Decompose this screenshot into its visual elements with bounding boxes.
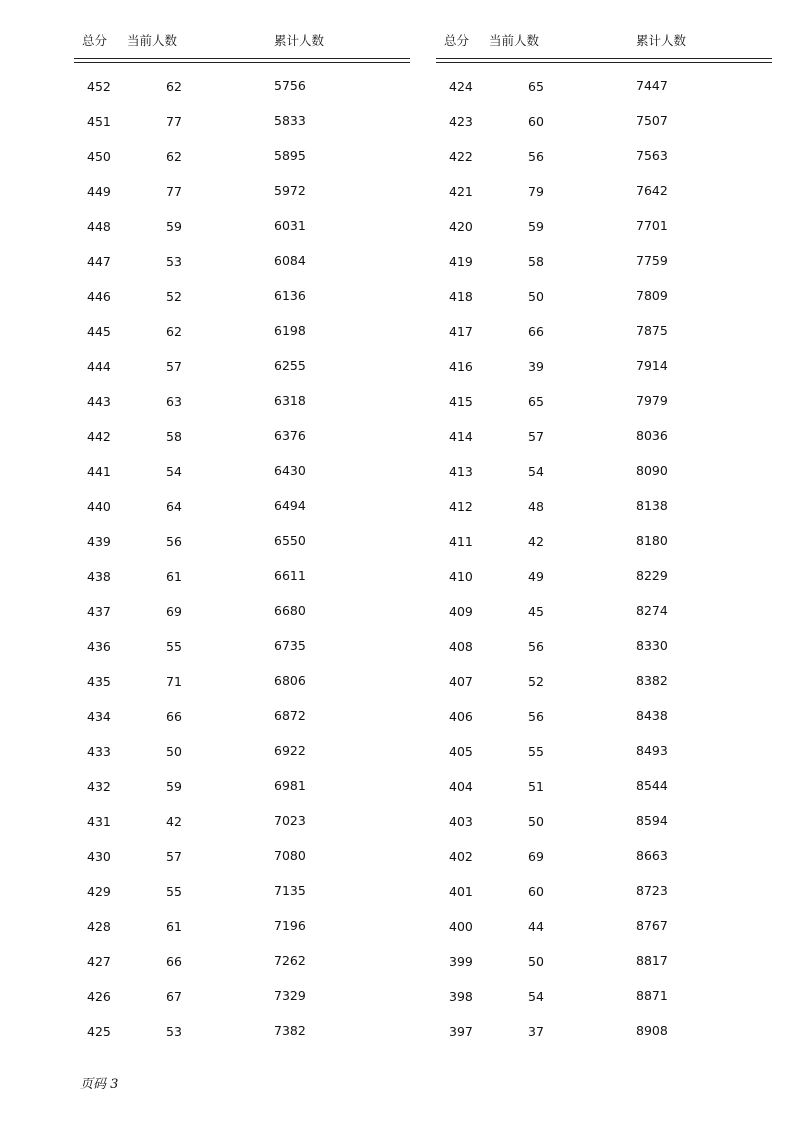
current-count-cell: 54 (528, 989, 544, 1004)
current-count-cell: 44 (528, 919, 544, 934)
score-cell: 412 (449, 499, 473, 514)
header-cumulative-count: 累计人数 (636, 33, 687, 48)
score-cell: 450 (87, 149, 111, 164)
table-row (74, 490, 414, 525)
cumulative-count-cell: 8382 (636, 673, 668, 688)
header-divider-bottom (436, 62, 772, 63)
score-cell: 438 (87, 569, 111, 584)
table-row (74, 385, 414, 420)
table-row (436, 910, 776, 945)
cumulative-count-cell: 6494 (274, 498, 306, 513)
table-row (436, 280, 776, 315)
score-cell: 420 (449, 219, 473, 234)
table-row (74, 70, 414, 105)
cumulative-count-cell: 7080 (274, 848, 306, 863)
score-cell: 417 (449, 324, 473, 339)
score-cell: 404 (449, 779, 473, 794)
table-row (436, 420, 776, 455)
cumulative-count-cell: 7329 (274, 988, 306, 1003)
score-cell: 414 (449, 429, 473, 444)
cumulative-count-cell: 6806 (274, 673, 306, 688)
score-cell: 409 (449, 604, 473, 619)
table-row (436, 105, 776, 140)
table-row (74, 665, 414, 700)
current-count-cell: 56 (528, 709, 544, 724)
cumulative-count-cell: 8594 (636, 813, 668, 828)
cumulative-count-cell: 7135 (274, 883, 306, 898)
table-row (74, 560, 414, 595)
score-cell: 452 (87, 79, 111, 94)
current-count-cell: 71 (166, 674, 182, 689)
score-cell: 449 (87, 184, 111, 199)
score-cell: 423 (449, 114, 473, 129)
current-count-cell: 51 (528, 779, 544, 794)
score-cell: 397 (449, 1024, 473, 1039)
current-count-cell: 50 (528, 814, 544, 829)
cumulative-count-cell: 5756 (274, 78, 306, 93)
score-cell: 410 (449, 569, 473, 584)
table-row (436, 140, 776, 175)
current-count-cell: 66 (166, 709, 182, 724)
score-cell: 437 (87, 604, 111, 619)
score-cell: 451 (87, 114, 111, 129)
cumulative-count-cell: 7507 (636, 113, 668, 128)
current-count-cell: 59 (166, 779, 182, 794)
current-count-cell: 52 (528, 674, 544, 689)
cumulative-count-cell: 8180 (636, 533, 668, 548)
score-cell: 433 (87, 744, 111, 759)
score-cell: 400 (449, 919, 473, 934)
table-body (74, 70, 414, 1050)
score-cell: 422 (449, 149, 473, 164)
current-count-cell: 64 (166, 499, 182, 514)
table-row (436, 735, 776, 770)
table-row (436, 700, 776, 735)
header-total-score: 总分 (444, 33, 470, 48)
current-count-cell: 45 (528, 604, 544, 619)
table-row (436, 315, 776, 350)
current-count-cell: 59 (528, 219, 544, 234)
current-count-cell: 69 (166, 604, 182, 619)
score-cell: 405 (449, 744, 473, 759)
table-row (436, 875, 776, 910)
current-count-cell: 66 (528, 324, 544, 339)
cumulative-count-cell: 8330 (636, 638, 668, 653)
cumulative-count-cell: 8438 (636, 708, 668, 723)
cumulative-count-cell: 8817 (636, 953, 668, 968)
table-row (74, 840, 414, 875)
current-count-cell: 77 (166, 184, 182, 199)
score-cell: 415 (449, 394, 473, 409)
table-row (74, 420, 414, 455)
table-row (436, 490, 776, 525)
table-row (74, 910, 414, 945)
score-cell: 398 (449, 989, 473, 1004)
table-row (436, 840, 776, 875)
current-count-cell: 57 (166, 849, 182, 864)
current-count-cell: 63 (166, 394, 182, 409)
table-row (436, 980, 776, 1015)
cumulative-count-cell: 7759 (636, 253, 668, 268)
table-row (74, 770, 414, 805)
cumulative-count-cell: 7262 (274, 953, 306, 968)
table-row (74, 630, 414, 665)
current-count-cell: 42 (528, 534, 544, 549)
score-cell: 425 (87, 1024, 111, 1039)
current-count-cell: 77 (166, 114, 182, 129)
table-body (436, 70, 776, 1050)
cumulative-count-cell: 8229 (636, 568, 668, 583)
table-row (74, 245, 414, 280)
header-current-count: 当前人数 (489, 33, 540, 48)
cumulative-count-cell: 8723 (636, 883, 668, 898)
table-row (436, 595, 776, 630)
table-row (74, 980, 414, 1015)
current-count-cell: 66 (166, 954, 182, 969)
cumulative-count-cell: 7382 (274, 1023, 306, 1038)
score-cell: 432 (87, 779, 111, 794)
cumulative-count-cell: 7979 (636, 393, 668, 408)
table-row (436, 945, 776, 980)
score-cell: 444 (87, 359, 111, 374)
cumulative-count-cell: 7914 (636, 358, 668, 373)
cumulative-count-cell: 6680 (274, 603, 306, 618)
current-count-cell: 55 (528, 744, 544, 759)
header-cumulative-count: 累计人数 (274, 33, 325, 48)
cumulative-count-cell: 6255 (274, 358, 306, 373)
current-count-cell: 50 (166, 744, 182, 759)
header-current-count: 当前人数 (127, 33, 178, 48)
table-row (74, 455, 414, 490)
score-cell: 413 (449, 464, 473, 479)
current-count-cell: 62 (166, 79, 182, 94)
cumulative-count-cell: 8908 (636, 1023, 668, 1038)
score-table-right (436, 0, 776, 1060)
current-count-cell: 42 (166, 814, 182, 829)
header-divider-top (436, 58, 772, 59)
current-count-cell: 55 (166, 884, 182, 899)
current-count-cell: 57 (528, 429, 544, 444)
table-row (436, 630, 776, 665)
current-count-cell: 61 (166, 569, 182, 584)
table-row (436, 770, 776, 805)
cumulative-count-cell: 7196 (274, 918, 306, 933)
cumulative-count-cell: 6084 (274, 253, 306, 268)
cumulative-count-cell: 6198 (274, 323, 306, 338)
score-cell: 418 (449, 289, 473, 304)
current-count-cell: 49 (528, 569, 544, 584)
cumulative-count-cell: 8090 (636, 463, 668, 478)
cumulative-count-cell: 7447 (636, 78, 668, 93)
score-cell: 426 (87, 989, 111, 1004)
score-cell: 406 (449, 709, 473, 724)
table-row (74, 315, 414, 350)
score-cell: 407 (449, 674, 473, 689)
score-cell: 403 (449, 814, 473, 829)
cumulative-count-cell: 6611 (274, 568, 306, 583)
header-divider-bottom (74, 62, 410, 63)
cumulative-count-cell: 5972 (274, 183, 306, 198)
table-row (74, 280, 414, 315)
score-cell: 427 (87, 954, 111, 969)
cumulative-count-cell: 6376 (274, 428, 306, 443)
table-row (74, 525, 414, 560)
current-count-cell: 54 (528, 464, 544, 479)
cumulative-count-cell: 8767 (636, 918, 668, 933)
current-count-cell: 53 (166, 1024, 182, 1039)
table-row (436, 665, 776, 700)
table-row (74, 140, 414, 175)
score-cell: 435 (87, 674, 111, 689)
cumulative-count-cell: 7563 (636, 148, 668, 163)
score-cell: 421 (449, 184, 473, 199)
table-row (74, 175, 414, 210)
current-count-cell: 56 (166, 534, 182, 549)
cumulative-count-cell: 5895 (274, 148, 306, 163)
table-row (74, 105, 414, 140)
table-row (436, 1015, 776, 1050)
cumulative-count-cell: 6430 (274, 463, 306, 478)
current-count-cell: 65 (528, 394, 544, 409)
cumulative-count-cell: 7642 (636, 183, 668, 198)
current-count-cell: 37 (528, 1024, 544, 1039)
score-cell: 430 (87, 849, 111, 864)
current-count-cell: 50 (528, 289, 544, 304)
cumulative-count-cell: 8493 (636, 743, 668, 758)
cumulative-count-cell: 8138 (636, 498, 668, 513)
score-cell: 408 (449, 639, 473, 654)
cumulative-count-cell: 6318 (274, 393, 306, 408)
table-row (74, 1015, 414, 1050)
score-cell: 441 (87, 464, 111, 479)
current-count-cell: 50 (528, 954, 544, 969)
score-cell: 431 (87, 814, 111, 829)
score-cell: 399 (449, 954, 473, 969)
current-count-cell: 59 (166, 219, 182, 234)
score-cell: 443 (87, 394, 111, 409)
current-count-cell: 60 (528, 114, 544, 129)
score-cell: 411 (449, 534, 473, 549)
cumulative-count-cell: 8036 (636, 428, 668, 443)
score-cell: 402 (449, 849, 473, 864)
score-cell: 448 (87, 219, 111, 234)
cumulative-count-cell: 6550 (274, 533, 306, 548)
cumulative-count-cell: 5833 (274, 113, 306, 128)
score-cell: 440 (87, 499, 111, 514)
header-divider-top (74, 58, 410, 59)
cumulative-count-cell: 6136 (274, 288, 306, 303)
page-number-label: 页码 3 (80, 1077, 119, 1092)
current-count-cell: 39 (528, 359, 544, 374)
current-count-cell: 58 (166, 429, 182, 444)
cumulative-count-cell: 8663 (636, 848, 668, 863)
score-cell: 434 (87, 709, 111, 724)
score-cell: 401 (449, 884, 473, 899)
current-count-cell: 55 (166, 639, 182, 654)
score-cell: 419 (449, 254, 473, 269)
cumulative-count-cell: 7023 (274, 813, 306, 828)
current-count-cell: 53 (166, 254, 182, 269)
table-row (74, 805, 414, 840)
header-total-score: 总分 (82, 33, 108, 48)
current-count-cell: 61 (166, 919, 182, 934)
table-row (74, 210, 414, 245)
score-cell: 447 (87, 254, 111, 269)
cumulative-count-cell: 8274 (636, 603, 668, 618)
score-cell: 445 (87, 324, 111, 339)
current-count-cell: 56 (528, 639, 544, 654)
table-row (74, 595, 414, 630)
current-count-cell: 62 (166, 324, 182, 339)
table-row (436, 350, 776, 385)
table-row (436, 175, 776, 210)
current-count-cell: 57 (166, 359, 182, 374)
cumulative-count-cell: 6031 (274, 218, 306, 233)
table-row (74, 350, 414, 385)
cumulative-count-cell: 8871 (636, 988, 668, 1003)
current-count-cell: 58 (528, 254, 544, 269)
table-row (436, 70, 776, 105)
cumulative-count-cell: 6735 (274, 638, 306, 653)
cumulative-count-cell: 6922 (274, 743, 306, 758)
table-row (436, 805, 776, 840)
score-cell: 442 (87, 429, 111, 444)
current-count-cell: 52 (166, 289, 182, 304)
current-count-cell: 79 (528, 184, 544, 199)
score-cell: 429 (87, 884, 111, 899)
table-row (436, 245, 776, 280)
current-count-cell: 69 (528, 849, 544, 864)
cumulative-count-cell: 6872 (274, 708, 306, 723)
score-cell: 416 (449, 359, 473, 374)
cumulative-count-cell: 7809 (636, 288, 668, 303)
table-row (436, 525, 776, 560)
cumulative-count-cell: 7875 (636, 323, 668, 338)
table-row (74, 700, 414, 735)
cumulative-count-cell: 7701 (636, 218, 668, 233)
cumulative-count-cell: 6981 (274, 778, 306, 793)
table-row (74, 735, 414, 770)
current-count-cell: 48 (528, 499, 544, 514)
current-count-cell: 56 (528, 149, 544, 164)
current-count-cell: 67 (166, 989, 182, 1004)
table-row (74, 945, 414, 980)
cumulative-count-cell: 8544 (636, 778, 668, 793)
current-count-cell: 60 (528, 884, 544, 899)
score-cell: 439 (87, 534, 111, 549)
score-table-left (74, 0, 414, 1060)
current-count-cell: 65 (528, 79, 544, 94)
score-cell: 436 (87, 639, 111, 654)
score-cell: 424 (449, 79, 473, 94)
score-cell: 446 (87, 289, 111, 304)
current-count-cell: 62 (166, 149, 182, 164)
table-row (436, 455, 776, 490)
table-row (436, 385, 776, 420)
current-count-cell: 54 (166, 464, 182, 479)
score-cell: 428 (87, 919, 111, 934)
table-row (436, 560, 776, 595)
table-row (74, 875, 414, 910)
table-row (436, 210, 776, 245)
